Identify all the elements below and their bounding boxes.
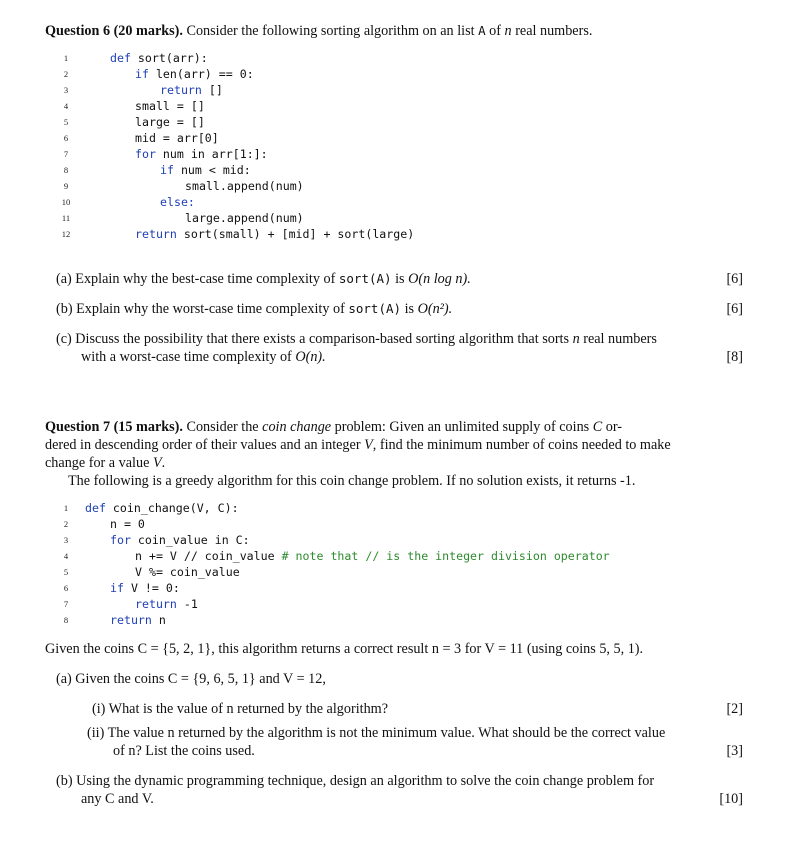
code-keyword: return bbox=[110, 613, 152, 627]
code-text: n bbox=[151, 613, 166, 627]
q7-title: Question 7 (15 marks). bbox=[45, 419, 183, 435]
q7-aii-marks: [3] bbox=[726, 743, 743, 759]
code-text: sort(small) + [mid] + sort(large) bbox=[176, 227, 415, 241]
q7-para-line4: The following is a greedy algorithm for this coin change problem. If no solution exists, it returns -1. bbox=[68, 473, 636, 489]
line-number: 10 bbox=[61, 197, 71, 207]
code-text: sort(arr): bbox=[130, 51, 208, 65]
code-line bbox=[160, 162, 251, 178]
q7-given: Given the coins C = {5, 2, 1}, this algorithm returns a correct result n = 3 for V = 11 (using coins 5, 5, 1). bbox=[45, 641, 644, 657]
code-line bbox=[135, 98, 205, 114]
code-keyword: if bbox=[135, 67, 149, 81]
q7-b-marks: [10] bbox=[719, 791, 743, 807]
q7-part-a-i: (i) What is the value of n returned by the algorithm? bbox=[92, 701, 389, 717]
line-number: 7 bbox=[63, 599, 69, 609]
code-line bbox=[110, 516, 145, 532]
code-text: coin_value in C: bbox=[130, 533, 250, 547]
code-line bbox=[135, 596, 198, 612]
code-keyword: def bbox=[110, 51, 131, 65]
q7-para-line1: Question 7 (15 marks). Consider the coin change problem: Given an unlimited supply of coins C or- bbox=[45, 419, 623, 435]
code-text: large = [] bbox=[135, 115, 205, 129]
q6-part-b: (b) Explain why the worst-case time complexity of sort(A) is O(n²). bbox=[56, 301, 453, 317]
q7-part-b-line1: (b) Using the dynamic programming technique, design an algorithm to solve the coin change problem for bbox=[56, 773, 655, 789]
code-keyword: return bbox=[135, 597, 177, 611]
code-text: [] bbox=[201, 83, 223, 97]
code-text: coin_change(V, C): bbox=[105, 501, 239, 515]
q7-para-line3: change for a value V. bbox=[45, 455, 166, 471]
q6-part-a: (a) Explain why the best-case time complexity of sort(A) is O(n log n). bbox=[56, 271, 471, 287]
code-text: -1 bbox=[176, 597, 198, 611]
code-line bbox=[135, 130, 219, 146]
line-number: 4 bbox=[63, 551, 69, 561]
line-number: 5 bbox=[63, 117, 69, 127]
line-number: 12 bbox=[61, 229, 71, 239]
q7-part-a: (a) Given the coins C = {9, 6, 5, 1} and V = 12, bbox=[56, 671, 326, 687]
code-text: n += V // coin_value bbox=[135, 549, 282, 563]
code-line bbox=[135, 114, 205, 130]
code-line bbox=[110, 612, 166, 628]
line-number: 7 bbox=[63, 149, 69, 159]
code-keyword: return bbox=[135, 227, 177, 241]
q7-ai-marks: [2] bbox=[726, 701, 743, 717]
q6-a-marks: [6] bbox=[726, 271, 743, 287]
code-text: V != 0: bbox=[123, 581, 180, 595]
code-line bbox=[135, 66, 254, 82]
code-line bbox=[135, 146, 268, 162]
q6-title: Question 6 (20 marks). bbox=[45, 23, 183, 39]
q7-part-a-ii-line2: of n? List the coins used. bbox=[113, 743, 255, 759]
code-text: small.append(num) bbox=[185, 179, 304, 193]
code-text: large.append(num) bbox=[185, 211, 304, 225]
code-text: num < mid: bbox=[173, 163, 251, 177]
q7-part-a-ii-line1: (ii) The value n returned by the algorithm is not the minimum value. What should be the correct value bbox=[87, 725, 666, 741]
q6-intro: Question 6 (20 marks). Consider the following sorting algorithm on an list A of n real numbers. bbox=[45, 23, 593, 39]
code-line bbox=[135, 226, 414, 242]
code-keyword: if bbox=[160, 163, 174, 177]
code-line bbox=[135, 548, 610, 564]
line-number: 3 bbox=[63, 85, 69, 95]
code-text: V %= coin_value bbox=[135, 565, 240, 579]
code-line bbox=[110, 50, 208, 66]
line-number: 8 bbox=[63, 615, 69, 625]
line-number: 3 bbox=[63, 535, 69, 545]
line-number: 6 bbox=[63, 133, 69, 143]
code-text: len(arr) == 0: bbox=[148, 67, 254, 81]
code-keyword: return bbox=[160, 83, 202, 97]
code-comment: # note that // is the integer division operator bbox=[281, 549, 610, 563]
line-number: 9 bbox=[63, 181, 69, 191]
q6-part-c-line1: (c) Discuss the possibility that there exists a comparison-based sorting algorithm that sorts n real numbers bbox=[56, 331, 657, 347]
code-line bbox=[85, 500, 239, 516]
code-text: n = 0 bbox=[110, 517, 145, 531]
code-keyword: for bbox=[135, 147, 156, 161]
line-number: 4 bbox=[63, 101, 69, 111]
code-line bbox=[160, 82, 223, 98]
line-number: 1 bbox=[63, 53, 69, 63]
code-line bbox=[185, 178, 304, 194]
line-number: 8 bbox=[63, 165, 69, 175]
code-line bbox=[185, 210, 304, 226]
code-line bbox=[110, 532, 250, 548]
q7-part-b-line2: any C and V. bbox=[81, 791, 154, 807]
q6-c-marks: [8] bbox=[726, 349, 743, 365]
line-number: 2 bbox=[63, 69, 69, 79]
line-number: 11 bbox=[61, 213, 71, 223]
q6-part-c-line2: with a worst-case time complexity of O(n). bbox=[81, 349, 326, 365]
line-number: 6 bbox=[63, 583, 69, 593]
q7-para-line2: dered in descending order of their values and an integer V, find the minimum number of coins needed to make bbox=[45, 437, 671, 453]
code-keyword: def bbox=[85, 501, 106, 515]
code-keyword: else: bbox=[160, 195, 195, 209]
code-line bbox=[110, 580, 180, 596]
code-keyword: if bbox=[110, 581, 124, 595]
code-keyword: for bbox=[110, 533, 131, 547]
line-number: 1 bbox=[63, 503, 69, 513]
line-number: 5 bbox=[63, 567, 69, 577]
q6-b-marks: [6] bbox=[726, 301, 743, 317]
code-text: mid = arr[0] bbox=[135, 131, 219, 145]
code-text: num in arr[1:]: bbox=[155, 147, 268, 161]
code-line bbox=[135, 564, 240, 580]
line-number: 2 bbox=[63, 519, 69, 529]
code-line bbox=[160, 194, 195, 210]
code-text: small = [] bbox=[135, 99, 205, 113]
